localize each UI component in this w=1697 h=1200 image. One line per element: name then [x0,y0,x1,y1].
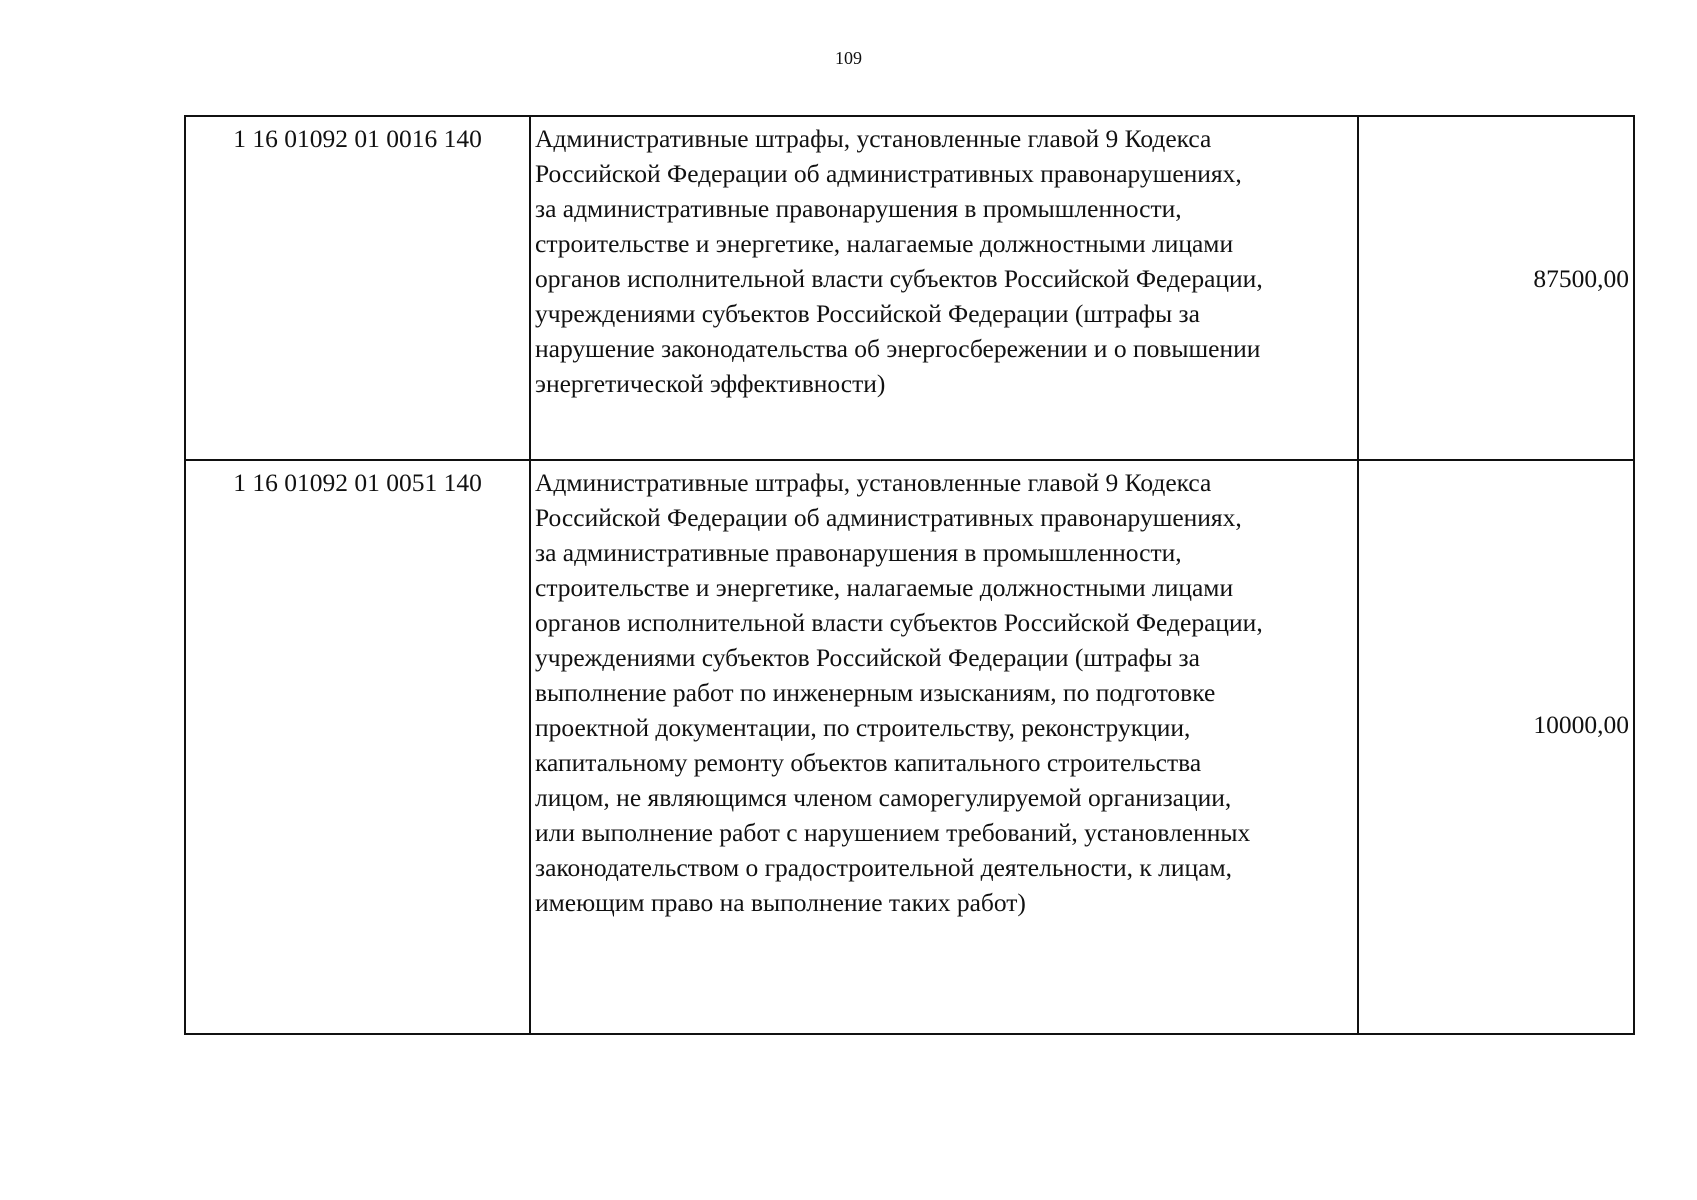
description-line: Российской Федерации об административных правонарушениях, [535,503,1242,532]
description-line: Административные штрафы, установленные главой 9 Кодекса [535,468,1212,497]
description-line: энергетической эффективности) [535,369,886,398]
classification-code: 1 16 01092 01 0016 140 [185,116,530,460]
description-line: строительстве и энергетике, налагаемые должностными лицами [535,229,1234,258]
description-line: проектной документации, по строительству, реконструкции, [535,713,1191,742]
description-line: нарушение законодательства об энергосбережении и о повышении [535,334,1261,363]
revenue-table [184,115,1635,1035]
revenue-description [530,460,1358,1034]
description-line: за административные правонарушения в промышленности, [535,538,1182,567]
description-line: имеющим право на выполнение таких работ) [535,888,1026,917]
description-line: строительстве и энергетике, налагаемые должностными лицами [535,573,1234,602]
description-line: органов исполнительной власти субъектов Российской Федерации, [535,264,1263,293]
description-line: выполнение работ по инженерным изысканиям, по подготовке [535,678,1216,707]
amount-value: 10000,00 [1533,709,1629,739]
revenue-description [530,116,1358,460]
table-row [185,460,1634,1034]
description-line: учреждениями субъектов Российской Федерации (штрафы за [535,643,1200,672]
amount-value: 87500,00 [1533,263,1629,293]
page-number: 109 [835,48,862,68]
description-line: за административные правонарушения в промышленности, [535,194,1182,223]
description-line: органов исполнительной власти субъектов Российской Федерации, [535,608,1263,637]
description-line: Административные штрафы, установленные главой 9 Кодекса [535,124,1212,153]
description-line: лицом, не являющимся членом саморегулируемой организации, [535,783,1232,812]
description-line: Российской Федерации об административных правонарушениях, [535,159,1242,188]
table-row [185,116,1634,460]
classification-code: 1 16 01092 01 0051 140 [185,460,530,1034]
amount-cell [1358,460,1634,1034]
description-line: или выполнение работ с нарушением требований, установленных [535,818,1251,847]
amount-cell [1358,116,1634,460]
description-line: законодательством о градостроительной деятельности, к лицам, [535,853,1232,882]
description-line: учреждениями субъектов Российской Федерации (штрафы за [535,299,1200,328]
description-line: капитальному ремонту объектов капитального строительства [535,748,1202,777]
